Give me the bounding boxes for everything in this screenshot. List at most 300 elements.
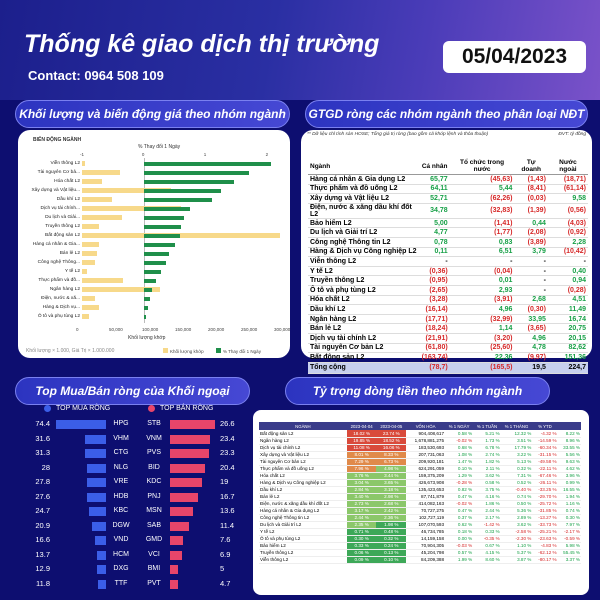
table-row [259, 549, 581, 556]
chart-row [18, 187, 288, 194]
table-cell: - [450, 257, 515, 267]
sell-value: 7.6 [220, 535, 231, 544]
chart-row [18, 178, 288, 185]
table-cell: 2.68 % [376, 500, 406, 507]
table-cell: 3.75 % [473, 486, 501, 493]
category-label: Hàng cá nhân & Gia... [32, 242, 80, 247]
table-cell: -31.15 % [532, 451, 557, 458]
buy-value: 20.9 [35, 520, 50, 530]
industry-name: Điện, nước & xăng dầu khí đốt L2 [259, 500, 347, 507]
table-cell: 2.73 % [347, 500, 377, 507]
volume-bar [82, 251, 97, 256]
table-cell: 0.32 % [501, 465, 533, 472]
table-cell: 1.29 % [445, 472, 473, 479]
table-cell: 3.40 % [347, 493, 377, 500]
table-cell: 0.32 % [376, 535, 406, 542]
pct-bar [144, 180, 234, 184]
table-cell: 0.06 % [347, 549, 377, 556]
table-row [259, 444, 581, 451]
buy-header: TOP MUA RÒNG [44, 405, 110, 412]
table-cell: 107,070,593 [406, 521, 445, 528]
table-cell: 1.99 % [445, 556, 473, 563]
net-value-table-card [301, 130, 592, 372]
table-cell: 0,83 [450, 237, 515, 247]
panel3-title: Top Mua/Bán ròng của Khối ngoại [15, 377, 250, 405]
table-header: Tổ chức trong nước [450, 158, 515, 175]
volume-bar [82, 179, 102, 184]
table-cell: (10,42) [548, 247, 588, 257]
table-cell: 0.50 % [501, 500, 533, 507]
chart-row [18, 286, 288, 293]
table-cell: 17.79 % [501, 444, 533, 451]
industry-name: Y tế L2 [259, 528, 347, 535]
sell-ticker: PNJ [147, 492, 161, 500]
buy-bar [97, 565, 106, 574]
table-cell: 65,77 [420, 175, 450, 185]
pct-bar [144, 315, 146, 319]
table-row [308, 276, 588, 286]
table-cell: 2,93 [450, 285, 515, 295]
table-cell: 5.37 % [501, 549, 533, 556]
table-cell: 159,375,209 [406, 472, 445, 479]
category-label: Hóa chất L2 [54, 179, 80, 184]
pct-bar [144, 252, 169, 256]
table-cell: 4.16 % [473, 493, 501, 500]
table-cell: 8.22 % [558, 430, 581, 437]
table-cell: 5,44 [450, 184, 515, 194]
volume-bar [82, 314, 89, 319]
table-cell: 0,40 [548, 266, 588, 276]
top-tick-label: -1 [80, 152, 85, 157]
table-row [308, 285, 588, 295]
pct-bar [144, 288, 152, 292]
sell-bar [170, 478, 202, 487]
table-cell: -2.58 % [501, 528, 533, 535]
date-badge: 05/04/2023 [443, 41, 586, 73]
pct-bar [144, 198, 212, 202]
panel4-title: Tỷ trọng dòng tiền theo nhóm ngành [285, 377, 550, 405]
table-cell: (16,14) [420, 305, 450, 315]
table-cell: 20,75 [548, 324, 588, 334]
table-cell: -33.25 % [532, 486, 557, 493]
table-cell: 0.37 % [445, 514, 473, 521]
table-cell: 1,14 [450, 324, 515, 334]
table-cell: 3.96 % [558, 472, 581, 479]
table-cell: 0,78 [420, 237, 450, 247]
pct-bar [144, 216, 184, 220]
chart-row [18, 160, 288, 167]
sell-ticker: BID [148, 463, 160, 471]
table-cell: -67.46 % [532, 472, 557, 479]
table-cell: 426,673,908 [406, 479, 445, 486]
buy-bar [97, 551, 106, 560]
table-row [308, 194, 588, 204]
category-label: Bất động sản L2 [45, 233, 80, 238]
sell-dot-icon [148, 405, 155, 412]
table-cell: - [514, 266, 547, 276]
pct-bar [144, 270, 161, 274]
table-cell: 2.17 % [473, 514, 501, 521]
table-row [259, 451, 581, 458]
table-cell: 1.10 % [501, 542, 533, 549]
chart-row [18, 232, 288, 239]
table-cell: -29.70 % [532, 493, 557, 500]
industry-name: Công nghệ Thông tin L2 [308, 237, 420, 247]
buy-ticker: KBC [113, 507, 129, 514]
table-cell: 52,71 [420, 194, 450, 204]
table-row [259, 556, 581, 563]
table-cell: 1,678,881,275 [406, 437, 445, 444]
volume-bar [82, 269, 87, 274]
sell-bar [170, 507, 193, 516]
table-cell: 46,734,785 [406, 528, 445, 535]
buy-value: 27.6 [35, 491, 50, 501]
table-row [308, 333, 588, 343]
table-cell: 2.84 % [347, 486, 377, 493]
bottom-tick-label: 300,000 [274, 327, 291, 332]
table-cell: 8.01 % [347, 451, 377, 458]
table-header: % YTD [532, 422, 557, 430]
buy-bar [87, 493, 106, 502]
table-cell: (0,56) [548, 203, 588, 218]
buy-bar [95, 536, 106, 545]
sell-ticker: STB [147, 420, 161, 427]
table-cell: (2,65) [420, 285, 450, 295]
table-note: ** Dữ liệu chỉ tính sàn HOSE; Tổng giá trị ròng (bao gồm cả khớp lệnh và thỏa thuận) [307, 132, 489, 137]
total-cell: 19,5 [514, 362, 547, 373]
table-cell: (0,28) [548, 285, 588, 295]
volume-bar [82, 224, 99, 229]
table-cell: -0.02 % [445, 500, 473, 507]
table-header [558, 422, 581, 430]
buy-value: 11.8 [35, 578, 50, 588]
table-cell: (18,71) [548, 175, 588, 185]
table-row [308, 343, 588, 353]
volume-bar [82, 161, 85, 166]
table-cell: 1.73 % [473, 437, 501, 444]
table-cell: (0,92) [548, 228, 588, 238]
table-cell: 4,96 [450, 305, 515, 315]
table-cell: 3.62 % [473, 472, 501, 479]
industry-name: Hàng cá nhân & Gia dụng L2 [308, 175, 420, 185]
industry-name: Tài nguyên Cơ bản L2 [259, 458, 347, 465]
pct-bar [144, 189, 221, 193]
table-cell: (1,43) [514, 175, 547, 185]
industry-name: Thực phẩm và đồ uống L2 [259, 465, 347, 472]
table-cell: (2,08) [514, 228, 547, 238]
table-cell: 7.97 % [558, 521, 581, 528]
table-row [259, 535, 581, 542]
buy-value: 28 [41, 462, 50, 472]
table-cell: 0.58 % [473, 479, 501, 486]
bottom-tick-label: 250,000 [241, 327, 258, 332]
table-cell: 55.45 % [558, 549, 581, 556]
table-cell: 8.96 % [558, 437, 581, 444]
bottom-tick-label: 0 [76, 327, 79, 332]
panel1-title: Khối lượng và biến động giá theo nhóm ngành [15, 100, 290, 128]
industry-name: Hàng cá nhân & Gia dụng L2 [259, 507, 347, 514]
table-header: NGÀNH [259, 422, 347, 430]
total-cell: (78,7) [420, 362, 450, 373]
contact-text: Contact: 0964 508 109 [28, 68, 164, 83]
table-cell: 5.13 % [501, 458, 533, 465]
table-cell: -49.58 % [532, 458, 557, 465]
table-cell: 0.67 % [473, 542, 501, 549]
sell-ticker: GMD [145, 536, 163, 543]
buy-value: 27.8 [35, 477, 50, 486]
table-cell: 0.33 % [473, 528, 501, 535]
industry-name: Hàng & Dịch vụ Công nghiệp L2 [259, 479, 347, 486]
industry-name: Hàng & Dịch vụ Công nghiệp L2 [308, 247, 420, 257]
table-cell: 0.00 % [445, 535, 473, 542]
chart-row [18, 196, 288, 203]
table-cell: 1.82 % [473, 458, 501, 465]
chart-row [18, 241, 288, 248]
table-header: % 1 NGÀY [445, 422, 473, 430]
sell-value: 23.4 [220, 433, 235, 443]
volume-bar [82, 170, 120, 175]
buy-value: 74.4 [35, 419, 50, 428]
table-cell: 0,44 [514, 218, 547, 228]
sell-value: 5 [220, 564, 225, 573]
table-cell: 70,727,275 [406, 507, 445, 514]
table-cell: (163,74) [421, 353, 448, 361]
buy-value: 13.7 [35, 549, 50, 559]
table-cell: 0.13 % [376, 549, 406, 556]
industry-name: Du lịch và Giải trí L2 [308, 228, 420, 238]
table-row [308, 175, 588, 185]
sell-ticker: VNM [146, 434, 162, 442]
table-cell: 102,727,119 [406, 514, 445, 521]
buy-bar [87, 464, 106, 473]
buy-dot-icon [44, 405, 51, 412]
buy-value: 16.6 [35, 535, 50, 544]
buy-ticker: VND [113, 536, 129, 543]
table-row [259, 507, 581, 514]
foreign-top-panel [8, 405, 250, 595]
table-cell: - [514, 276, 547, 286]
industry-name: Dịch vụ tài chính L2 [308, 333, 420, 343]
table-cell: -80.17 % [532, 556, 557, 563]
industry-name: Y tế L2 [308, 266, 420, 276]
table-cell: 8.60 % [473, 556, 501, 563]
table-row [308, 314, 588, 324]
pct-bar [144, 207, 190, 211]
table-cell: 2,28 [548, 237, 588, 247]
table-cell: 2.44 % [473, 507, 501, 514]
sell-bar [170, 449, 209, 458]
table-cell: -31.85 % [532, 507, 557, 514]
pct-bar [144, 162, 271, 166]
table-cell: -14.59 % [532, 437, 557, 444]
category-label: Viễn thông L2 [50, 161, 80, 166]
sell-ticker: PVT [147, 579, 161, 587]
sell-value: 6.9 [220, 549, 231, 559]
category-label: Ô tô và phụ tùng L2 [37, 314, 80, 319]
buy-ticker: DXG [113, 565, 129, 572]
pct-bar [144, 225, 181, 229]
table-cell: - [514, 285, 547, 295]
table-cell: 3.22 % [501, 451, 533, 458]
table-cell: -2.17 % [558, 528, 581, 535]
industry-name: Bất động sản L2 [308, 353, 420, 363]
table-cell: 0.18 % [445, 528, 473, 535]
table-cell: (61,80) [420, 343, 450, 353]
money-flow-table [259, 422, 581, 564]
table-cell: - [514, 257, 547, 267]
table-cell: 4.98 % [376, 465, 406, 472]
buy-bar [87, 478, 106, 487]
table-cell: 3.65 % [376, 479, 406, 486]
table-cell: 18.02 % [347, 430, 377, 437]
industry-name: Công nghệ Thông tin L2 [259, 514, 347, 521]
table-cell: 1.94 % [558, 493, 581, 500]
table-cell: -0.02 % [445, 437, 473, 444]
table-cell: -22.11 % [532, 465, 557, 472]
table-cell: 45,204,798 [406, 549, 445, 556]
table-cell: 0.99 % [558, 479, 581, 486]
table-row [308, 266, 588, 276]
table-row [259, 514, 581, 521]
table-cell: -4.83 % [532, 542, 557, 549]
category-label: Dịch vụ tài chính... [40, 206, 80, 211]
table-cell: 1.86 % [473, 500, 501, 507]
table-row [308, 237, 588, 247]
chart-footnote: Khối lượng × 1.000, Giá Trị × 1.000.000 [26, 348, 115, 354]
industry-name: Truyền thông L2 [259, 549, 347, 556]
table-cell: (3,20) [450, 333, 515, 343]
buy-value: 31.6 [35, 433, 50, 443]
buy-bar [56, 420, 106, 429]
table-cell: 1.16 % [558, 500, 581, 507]
chart-row [18, 250, 288, 257]
buy-bar [85, 435, 106, 444]
table-cell: 33.55 % [558, 444, 581, 451]
table-row [259, 542, 581, 549]
table-header: Cá nhân [420, 158, 450, 175]
table-cell: 5,00 [420, 218, 450, 228]
table-cell: 2.89 % [501, 514, 533, 521]
buy-bar [89, 507, 106, 516]
bottom-tick-label: 200,000 [208, 327, 225, 332]
table-cell: 23.74 % [376, 430, 406, 437]
table-cell: - [548, 257, 588, 267]
sell-ticker: KDC [146, 478, 162, 485]
chart-row [18, 295, 288, 302]
table-cell: 0.47 % [445, 507, 473, 514]
sell-bar [170, 493, 198, 502]
category-label: Y tế L2 [64, 269, 80, 274]
total-cell: (165,5) [450, 362, 515, 373]
table-cell: 5.56 % [558, 451, 581, 458]
table-cell: 84,209,388 [406, 556, 445, 563]
volume-bar [82, 260, 95, 265]
table-cell: 0,01 [450, 276, 515, 286]
sell-value: 23.3 [220, 448, 235, 457]
table-cell: 0.10 % [445, 465, 473, 472]
table-row [259, 521, 581, 528]
table-cell: 4,51 [548, 295, 588, 305]
table-cell: 1.08 % [445, 451, 473, 458]
industry-name: Bảo hiểm L2 [259, 542, 347, 549]
buy-ticker: HPG [113, 420, 129, 427]
buy-ticker: DGW [112, 521, 130, 529]
industry-name: Ô tô và phụ tùng L2 [308, 285, 420, 295]
table-cell: 9,58 [548, 194, 588, 204]
table-row [308, 247, 588, 257]
category-label: Thực phẩm và đồ... [38, 278, 80, 283]
industry-name: Bán lẻ L2 [259, 493, 347, 500]
table-cell: 4,96 [514, 333, 547, 343]
table-cell: 0.71 % [347, 528, 377, 535]
table-cell: 0.62 % [445, 521, 473, 528]
sell-bar [170, 435, 210, 444]
sell-value: 20.4 [220, 462, 235, 472]
sell-bar [170, 551, 182, 560]
buy-bar [92, 522, 106, 531]
table-header: VỐN HÓA [406, 422, 445, 430]
money-flow-card [253, 410, 589, 595]
table-header: 2023-04-05 [376, 422, 406, 430]
chart-row [18, 259, 288, 266]
buy-value: 31.3 [35, 448, 50, 457]
table-cell: 82,62 [548, 343, 588, 353]
volume-bar [82, 242, 99, 247]
table-cell: (0,95) [420, 276, 450, 286]
table-row [259, 528, 581, 535]
bottom-tick-label: 150,000 [175, 327, 192, 332]
table-cell: 16,74 [548, 314, 588, 324]
buy-ticker: VHM [113, 434, 129, 442]
table-cell: 624,291,059 [406, 465, 445, 472]
industry-name: Điện, nước & xăng dầu khí đốt L2 [308, 203, 420, 218]
table-cell: 0.74 % [558, 507, 581, 514]
table-cell: (1,41) [450, 218, 515, 228]
top-tick-label: 0 [141, 152, 145, 157]
top-tick-label: 1 [203, 152, 207, 157]
volume-bar [82, 296, 95, 301]
table-row [259, 458, 581, 465]
bottom-tick-label: 50,000 [109, 327, 123, 332]
pct-bar [144, 306, 148, 310]
table-cell: (25,60) [450, 343, 515, 353]
table-row [259, 479, 581, 486]
table-cell: 207,731,063 [406, 451, 445, 458]
industry-name: Hóa chất L2 [259, 472, 347, 479]
legend-pct: % Thay đổi 1 Ngày [216, 348, 261, 354]
table-cell: (0,36) [420, 266, 450, 276]
table-cell: (62,26) [450, 194, 515, 204]
table-header: % 1 THÁNG [501, 422, 533, 430]
sell-bar [170, 464, 205, 473]
table-cell: 16.55 % [558, 486, 581, 493]
table-row [259, 437, 581, 444]
category-label: Bán lẻ L2 [59, 251, 80, 256]
chart-row [18, 313, 288, 320]
table-cell: (9,97) [514, 353, 547, 363]
sell-bar [170, 536, 183, 545]
table-cell: 0.47 % [445, 493, 473, 500]
sell-ticker: BMI [147, 565, 161, 572]
pct-bar [144, 297, 150, 301]
table-cell: 2.42 % [376, 507, 406, 514]
chart-title: BIẾN ĐỘNG NGÀNH [33, 137, 82, 143]
buy-ticker: HDB [113, 492, 129, 500]
category-label: Tài nguyên Cơ bả... [37, 170, 80, 175]
table-cell: 0.10 % [376, 556, 406, 563]
table-row [308, 184, 588, 194]
chart-row [18, 304, 288, 311]
